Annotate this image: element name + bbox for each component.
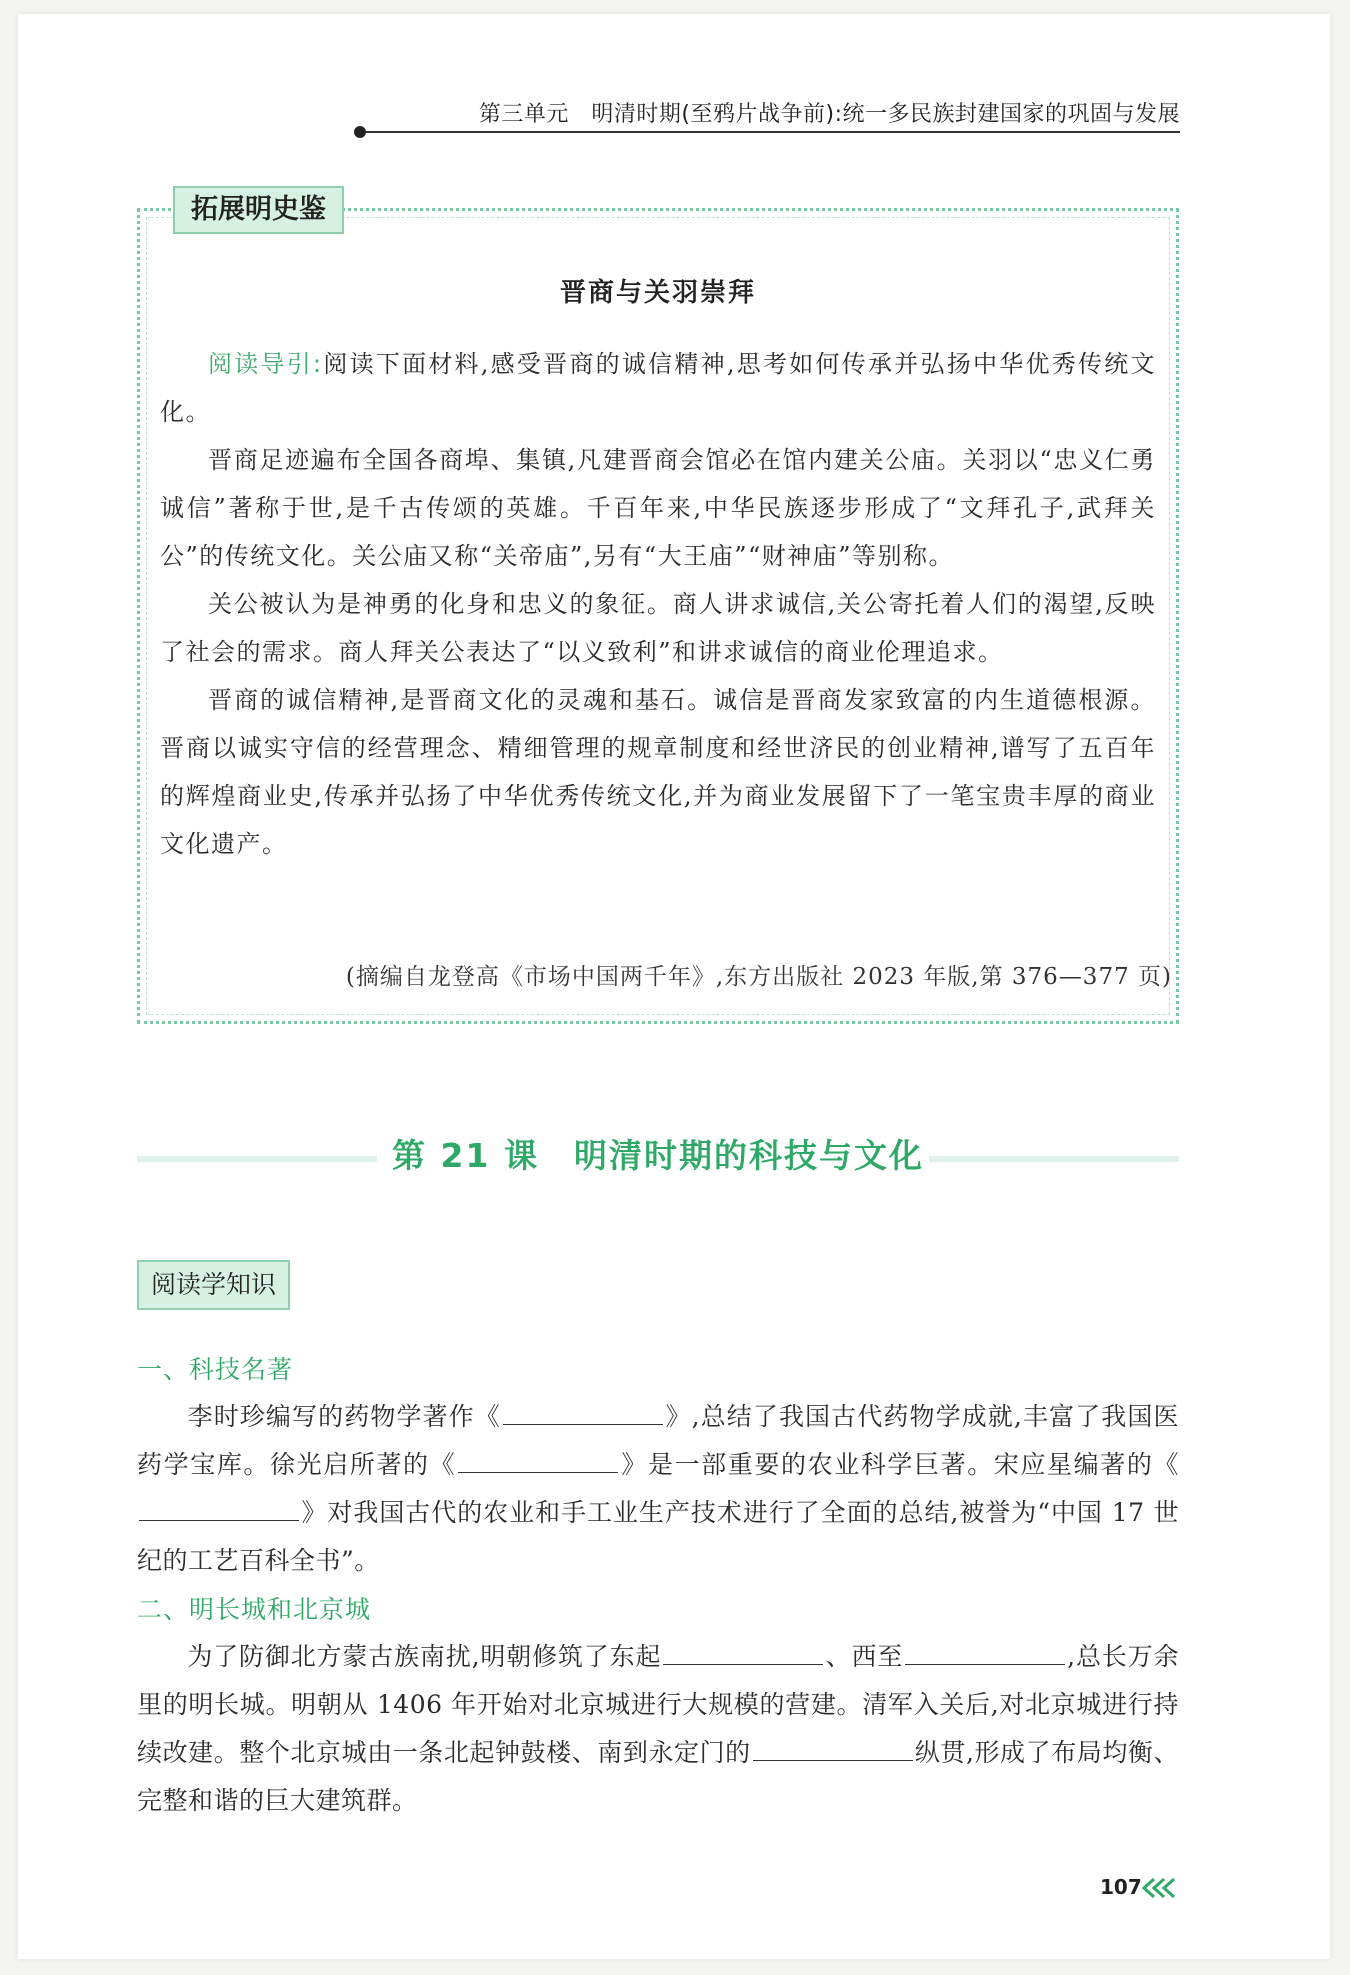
para-text: ,总长万余里的明长城。明朝从 1406 年开始对北京城进行大规模的营建。清军入关后,对北京城进行持续改建。整个北京城由一条北起钟鼓楼、南到永定门的 xyxy=(137,1642,1179,1767)
section-heading-greatwall: 二、明长城和北京城 xyxy=(137,1595,372,1624)
extension-paragraph: 晋商足迹遍布全国各商埠、集镇,凡建晋商会馆必在馆内建关公庙。关羽以“忠义仁勇诚信”著称于世,是千古传颂的英雄。千百年来,中华民族逐步形成了“文拜孔子,武拜关公”的传统文化。关公庙又称“关帝庙”,另有“大王庙”“财神庙”等别称。 xyxy=(160,446,1156,570)
para-text: 李时珍编写的药物学著作《 xyxy=(187,1402,501,1431)
para-text: 》是一部重要的农业科学巨著。宋应星编著的《 xyxy=(620,1450,1179,1479)
lesson-title: 第 21 课 明清时期的科技与文化 xyxy=(392,1136,924,1175)
reading-guide-label: 阅读导引: xyxy=(208,350,323,378)
extension-paragraph: 晋商的诚信精神,是晋商文化的灵魂和基石。诚信是晋商发家致富的内生道德根源。晋商以诚实守信的经营理念、精细管理的规章制度和经世济民的创业精神,谱写了五百年的辉煌商业史,传承并弘扬了中华优秀传统文化,并为商业发展留下了一笔宝贵丰厚的商业文化遗产。 xyxy=(160,686,1156,858)
bullet-dot-icon xyxy=(354,126,366,138)
para-text: 》对我国古代的农业和手工业生产技术进行了全面的总结,被誉为“中国 17 世纪的工艺百科全书”。 xyxy=(137,1498,1179,1575)
section-paragraph-tech xyxy=(137,1393,1179,1585)
extension-source: (摘编自龙登高《市场中国两千年》,东方出版社 2023 年版,第 376—377 页) xyxy=(345,964,1172,990)
para-text: 为了防御北方蒙古族南扰,明朝修筑了东起 xyxy=(187,1642,662,1671)
chevron-left-icon xyxy=(1140,1877,1180,1899)
extension-paragraph: 关公被认为是神勇的化身和忠义的象征。商人讲求诚信,关公寄托着人们的渴望,反映了社会的需求。商人拜关公表达了“以义致利”和讲求诚信的商业伦理追求。 xyxy=(160,590,1156,666)
section-paragraph-greatwall xyxy=(137,1633,1179,1825)
extension-body xyxy=(160,340,1156,868)
reading-tag: 阅读学知识 xyxy=(137,1260,290,1310)
fill-blank[interactable] xyxy=(905,1644,1065,1665)
page-number: 107 xyxy=(1100,1875,1142,1899)
para-text: 纵贯,形成了布局均衡、完整和谐的巨大建筑群。 xyxy=(137,1738,1179,1815)
fill-blank[interactable] xyxy=(458,1452,618,1473)
reading-guide-text: 阅读下面材料,感受晋商的诚信精神,思考如何传承并弘扬中华优秀传统文化。 xyxy=(160,350,1156,426)
fill-blank[interactable] xyxy=(503,1404,663,1425)
running-header xyxy=(360,95,1180,133)
lesson-heading xyxy=(137,1128,1179,1188)
extension-title: 晋商与关羽崇拜 xyxy=(559,278,756,308)
fill-blank[interactable] xyxy=(139,1500,299,1521)
running-header-title: 第三单元 明清时期(至鸦片战争前):统一多民族封建国家的巩固与发展 xyxy=(478,102,1180,127)
para-text: 、西至 xyxy=(825,1642,904,1671)
extension-tag: 拓展明史鉴 xyxy=(173,186,344,234)
section-heading-tech: 一、科技名著 xyxy=(137,1355,294,1384)
para-text: 》,总结了我国古代药物学成就,丰富了我国医药学宝库。徐光启所著的《 xyxy=(137,1402,1179,1479)
fill-blank[interactable] xyxy=(663,1644,823,1665)
reading-guide xyxy=(160,340,1156,436)
fill-blank[interactable] xyxy=(753,1740,913,1761)
